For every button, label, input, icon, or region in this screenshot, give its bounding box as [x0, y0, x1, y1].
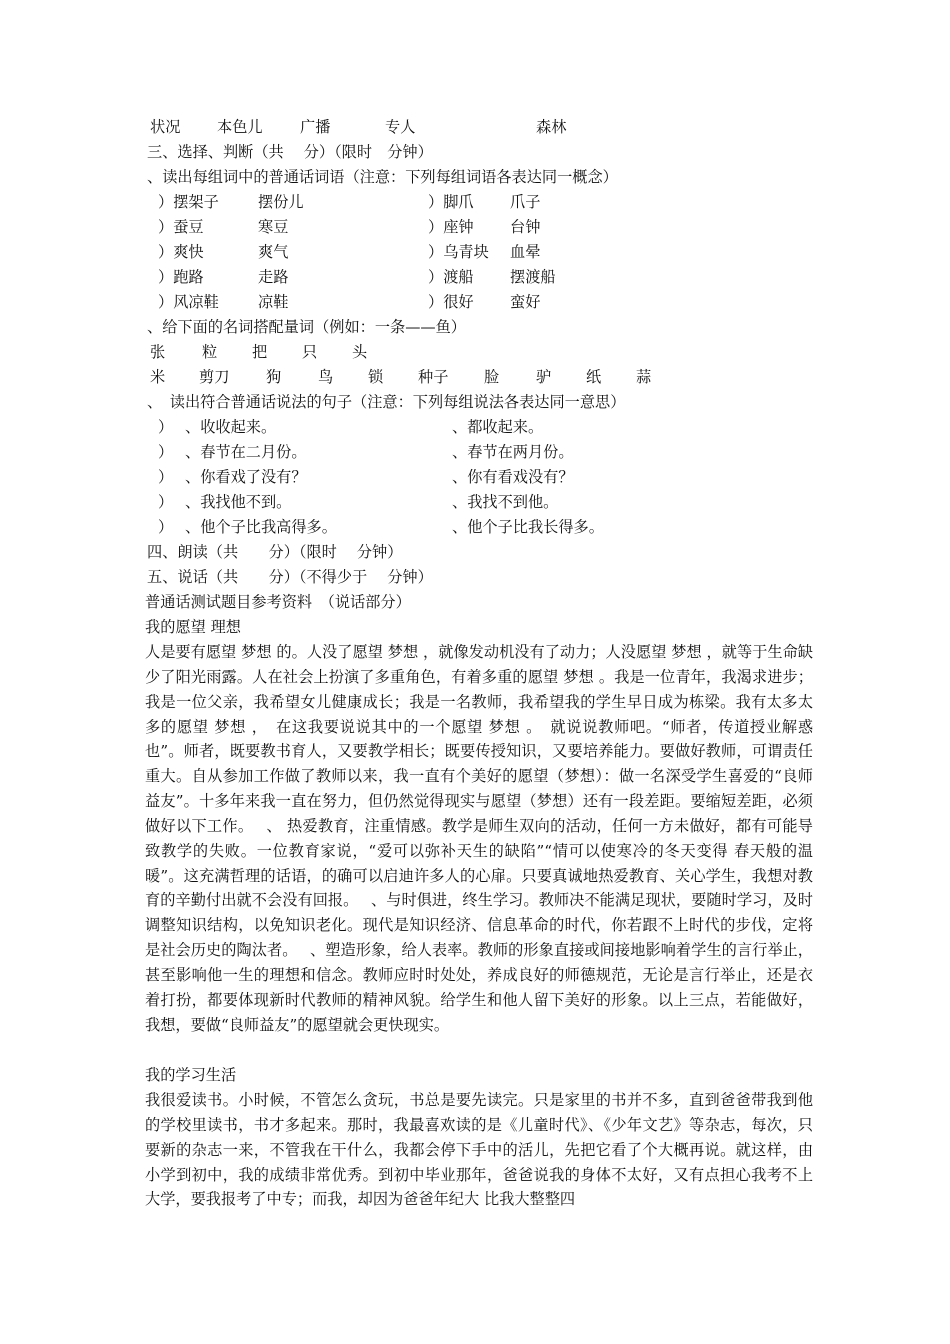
- word: 森林: [536, 118, 567, 136]
- option-right-alt: 血晕: [510, 243, 541, 261]
- noun: 鸟: [318, 368, 334, 386]
- classifier: 粒: [202, 343, 218, 361]
- noun: 狗: [266, 368, 282, 386]
- noun: 锁: [368, 368, 384, 386]
- section4-heading: 四、朗读（共 分）（限时 分钟）: [147, 543, 403, 561]
- word: 状况: [150, 118, 181, 136]
- q3-instruction: 、 读出符合普通话说法的句子（注意：下列每组说法各表达同一意思）: [147, 393, 626, 411]
- sentence-left: 、你看戏了没有？: [185, 468, 307, 486]
- option-left: ）爽快: [158, 243, 204, 261]
- option-right-alt: 摆渡船: [510, 268, 556, 286]
- option-left-alt: 寒豆: [258, 218, 289, 236]
- q2-instruction: 、给下面的名词搭配量词（例如：一条——鱼）: [147, 318, 466, 336]
- answer-mark: ）: [158, 418, 174, 436]
- sentence-left: 、我找他不到。: [185, 493, 292, 511]
- sentence-left: 、他个子比我高得多。: [185, 518, 337, 536]
- answer-mark: ）: [158, 468, 174, 486]
- option-left-alt: 走路: [258, 268, 289, 286]
- option-left-alt: 凉鞋: [258, 293, 289, 311]
- noun: 米: [150, 368, 166, 386]
- option-right: ）乌青块: [428, 243, 489, 261]
- answer-mark: ）: [158, 518, 174, 536]
- section3-heading: 三、选择、判断（共 分）（限时 分钟）: [147, 143, 433, 161]
- noun: 蒜: [636, 368, 652, 386]
- answer-mark: ）: [158, 443, 174, 461]
- sentence-left: 、收收起来。: [185, 418, 277, 436]
- option-left: ）蚕豆: [158, 218, 204, 236]
- section5-heading: 五、说话（共 分）（不得少于 分钟）: [147, 568, 433, 586]
- sentence-left: 、春节在二月份。: [185, 443, 307, 461]
- option-left: ）摆架子: [158, 193, 219, 211]
- topic1-body: 人是要有愿望 梦想 的。人没了愿望 梦想 ，就像发动机没有了动力；人没愿望 梦想 ，就等于生命缺少了阳光雨露。人在社会上扮演了多重角色，有着多重的愿望 梦想 。我是一位青年，我渴求进步；我是一位父亲，我希望女儿健康成长；我是一名教师，我希望我的学生早日成为栋梁。我有太多太多的愿望 梦想 ， 在这我要说说其中的一个愿望 梦想 。 就说说教师吧。“师者，传道授业解惑也”。师者，既要教书育人，又要教学相长；既要传授知识，又要培养能力。要做好教师，可谓责任重大。自从参加工作做了教师以来，我一直有个美好的愿望（梦想）：做一名深受学生喜爱的“良师益友”。十多年来我一直在努力，但仍然觉得现实与愿望（梦想）还有一段差距。要缩短差距，必须做好以下工作。 、 热爱教育，注重情感。教学是师生双向的活动，任何一方未做好，都有可能导致教学的失败。一位教育家说，“爱可以弥补天生的缺陷”“情可以使寒冷的冬天变得 春天般的温暖”。这充满哲理的话语，的确可以启迪许多人的心扉。只要真诚地热爱教育、关心学生，我想对教育的辛勤付出就不会没有回报。 、与时俱进，终生学习。教师决不能满足现状，要随时学习，及时调整知识结构，以免知识老化。现代是知识经济、信息革命的时代，你若跟不上时代的步伐，定将是社会历史的陶汰者。 、塑造形象，给人表率。教师的形象直接或间接地影响着学生的言行举止，甚至影响他一生的理想和信念。教师应时时处处，养成良好的师德规范，无论是言行举止，还是衣着打扮，都要体现新时代教师的精神风貌。给学生和他人留下美好的形象。以上三点，若能做好，我想，要做“良师益友”的愿望就会更快现实。: [145, 643, 813, 1034]
- answer-mark: ）: [158, 493, 174, 511]
- classifier: 把: [252, 343, 268, 361]
- classifier: 只: [302, 343, 318, 361]
- option-right-alt: 爪子: [510, 193, 541, 211]
- option-right: ）座钟: [428, 218, 474, 236]
- option-left: ）跑路: [158, 268, 204, 286]
- option-left-alt: 爽气: [258, 243, 289, 261]
- topic1-title: 我的愿望 理想: [145, 618, 241, 636]
- noun: 种子: [418, 368, 449, 386]
- option-right: ）渡船: [428, 268, 474, 286]
- classifier: 张: [150, 343, 166, 361]
- sentence-right: 、他个子比我长得多。: [452, 518, 604, 536]
- option-left: ）风凉鞋: [158, 293, 219, 311]
- topic2-body: 我很爱读书。小时候，不管怎么贪玩，书总是要先读完。只是家里的书并不多，直到爸爸带我到他的学校里读书，书才多起来。那时，我最喜欢读的是《儿童时代》、《少年文艺》等杂志，每次，只要新的杂志一来，不管我在干什么，我都会停下手中的活儿，先把它看了个大概再说。就这样，由小学到初中，我的成绩非常优秀。到初中毕业那年，爸爸说我的身体不太好，又有点担心我考不上大学，要我报考了中专；而我，却因为爸爸年纪大 比我大整整四: [145, 1091, 813, 1209]
- option-right: ）很好: [428, 293, 474, 311]
- noun: 纸: [586, 368, 602, 386]
- classifier: 头: [352, 343, 368, 361]
- noun: 剪刀: [199, 368, 230, 386]
- word: 本色儿: [217, 118, 263, 136]
- noun: 驴: [536, 368, 552, 386]
- topic2-title: 我的学习生活: [145, 1066, 237, 1084]
- option-right: ）脚爪: [428, 193, 474, 211]
- option-right-alt: 台钟: [510, 218, 541, 236]
- option-left-alt: 摆份儿: [258, 193, 304, 211]
- noun: 脸: [484, 368, 500, 386]
- word: 专人: [385, 118, 416, 136]
- word: 广播: [300, 118, 331, 136]
- sentence-right: 、春节在两月份。: [452, 443, 574, 461]
- sentence-right: 、我找不到他。: [452, 493, 559, 511]
- option-right-alt: 蛮好: [510, 293, 541, 311]
- q1-instruction: 、读出每组词中的普通话词语（注意：下列每组词语各表达同一概念）: [147, 168, 618, 186]
- sentence-right: 、都收起来。: [452, 418, 544, 436]
- sentence-right: 、你有看戏没有？: [452, 468, 574, 486]
- reference-heading: 普通话测试题目参考资料 （说话部分）: [145, 593, 411, 611]
